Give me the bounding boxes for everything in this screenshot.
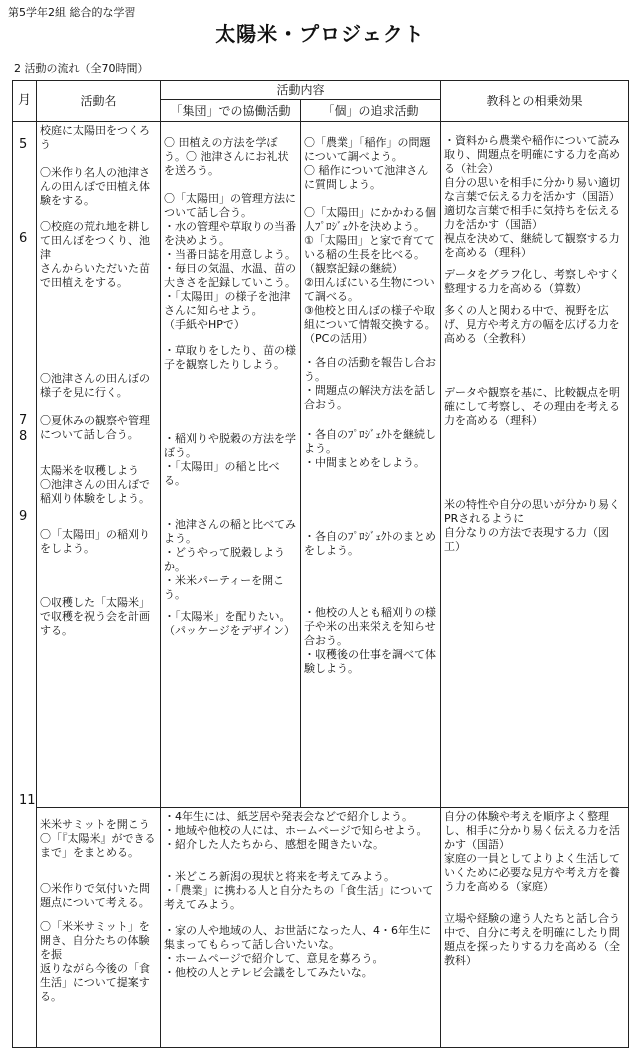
activity-item: 太陽米を収穫しよう 〇池津さんの田んぼで稲刈り体験をしよう。 [40,464,150,505]
month-label: 7 [19,413,28,428]
activity-item: 米米サミットを開こう 〇「『太陽米』ができるまで」をまとめる。 [40,818,156,859]
activity-cell [37,122,161,808]
activity-item: 〇米作りで気付いた問題点について考える。 [40,882,150,909]
header-individual: 「個」の追求活動 [301,100,441,122]
activity-item: 〇収穫した「太陽米」で収穫を祝う会を計画する。 [40,596,150,637]
activity-item: 〇「太陽田」の稲刈りをしよう。 [40,528,150,555]
individual-activity-cell [301,122,441,808]
month-column [13,122,37,1048]
synergy-item: 多くの人と関わる中で、視野を広げ、見方や考え方の幅を広げる力を高める（全教科） [444,304,620,345]
group-item: ・池津さんの稲と比べてみよう。 ・どうやって脱穀しようか。 ・米米パーティーを開こう。 [164,518,296,601]
content-item: ・米どころ新潟の現状と将来を考えてみよう。 ・「農業」に携わる人と自分たちの「食生活」について考えてみよう。 [164,870,434,911]
activity-item: 〇校庭の荒れ地を耕して田んぼをつくり、池津 さんからいただいた苗で田植えをする。 [40,220,150,289]
synergy-item: データや観察を基に、比較観点を明確にして考察し、その理由を考える力を高める（理科） [444,386,621,427]
content-cell [161,808,441,1048]
individual-item: ・各自の活動を報告し合おう。 ・問題点の解決方法を話し合おう。 [304,356,436,411]
individual-item: ・各自のﾌﾟﾛｼﾞｪｸﾄのまとめをしよう。 [304,530,436,557]
activity-item: 〇夏休みの観察や管理について話し合う。 [40,414,150,441]
individual-item: ・他校の人とも稲刈りの様子や米の出来栄えを知らせ合おう。 ・収穫後の仕事を調べて体験しよう。 [304,606,436,675]
group-item: ・「太陽米」を配りたい。 （パッケージをデザイン） [164,610,296,637]
month-label: 8 [19,429,28,444]
group-item: 〇「太陽田」の管理方法について話し合う。 ・水の管理や草取りの当番を決めよう。 ・当番日誌を用意しよう。 ・毎日の気温、水温、苗の大きさを記録していこう。 ・「太陽田」の様子を池津さんに知らせよう。 （手紙やHPで） [164,192,296,331]
individual-item: ・各自のﾌﾟﾛｼﾞｪｸﾄを継続しよう。 ・中間まとめをしよう。 [304,428,436,469]
header-month: 月 [13,81,37,122]
content-item: ・家の人や地域の人、お世話になった人、4・6年生に集まってもらって話し合いたいな。 ・ホームページで紹介して、意見を募ろう。 ・他校の人とテレビ会議をしてみたいな。 [164,924,431,979]
activity-item: 〇「米米サミット」を開き、自分たちの体験を振 返りながら今後の「食生活」について提案する。 [40,920,150,1003]
header-activity: 活動名 [37,81,161,122]
individual-item: 〇「太陽田」にかかわる個人ﾌﾟﾛｼﾞｪｸﾄを決めよう。 ①「太陽田」と家で育てている稲の生長を比べる。（観察記録の継続） ②田んぼにいる生物について調べる。 ③他校と田んぼの様子や取組について情報交換する。（PCの活用） [304,206,436,345]
individual-item: 〇「農業」「稲作」の問題について調べよう。 〇 稲作について池津さんに質問しよう。 [304,136,431,191]
group-activity-cell [161,122,301,808]
activity-plan-table [12,80,629,1048]
synergy-cell [441,122,629,808]
synergy-cell [441,808,629,1048]
activity-cell [37,808,161,1048]
synergy-item: 立場や経験の違う人たちと話し合う中で、自分に考えを明確にしたり問題点を探ったりする力を高める（全教科） [444,912,621,967]
page-title: 太陽米・プロジェクト [215,22,425,46]
month-label: 11 [19,793,36,808]
synergy-item: 米の特性や自分の思いが分かり易くPRされるように 自分なりの方法で表現する力（図工） [444,498,621,553]
month-label: 9 [19,509,28,524]
header-synergy: 教科との相乗効果 [441,81,629,122]
class-label: 第5学年2組 総合的な学習 [8,6,136,19]
synergy-item: 自分の体験や考えを順序よく整理し、相手に分かり易く伝える力を活かす（国語） 家庭の一員としてよりよく生活していくために必要な見方や考え方を養う力を高める（家庭） [444,810,621,893]
group-item: ・稲刈りや脱穀の方法を学ぼう。 ・「太陽田」の稲と比べる。 [164,432,296,487]
section-subtitle: 2 活動の流れ（全70時間） [14,62,149,75]
activity-item: 〇池津さんの田んぼの様子を見に行く。 [40,372,150,399]
activity-item: 〇米作り名人の池津さんの田んぼで田植え体験をする。 [40,166,150,207]
synergy-item: ・資料から農業や稲作について読み取り、問題点を明確にする力を高める（社会） 自分の思いを相手に分かり易い適切な言葉で伝える力を活かす（国語） 適切な言葉で相手に気持ちを伝える力を活かす（国語） 視点を決めて、継続して観察する力を高める（理科） [444,134,621,259]
month-label: 5 [19,137,28,152]
activity-item: 校庭に太陽田をつくろう [40,124,150,151]
synergy-item: データをグラフ化し、考察しやすく整理する力を高める（算数） [444,268,621,295]
header-group: 「集団」での協働活動 [161,100,301,122]
group-item: 〇 田植えの方法を学ぼう。〇 池津さんにお礼状を送ろう。 [164,136,289,177]
group-item: ・草取りをしたり、苗の様子を観察したりしよう。 [164,344,296,371]
content-item: ・4年生には、紙芝居や発表会などで紹介しよう。 ・地域や他校の人には、ホームページで知らせよう。 ・紹介した人たちから、感想を聞きたいな。 [164,810,428,851]
header-content: 活動内容 [161,81,441,100]
month-label: 6 [19,231,28,246]
